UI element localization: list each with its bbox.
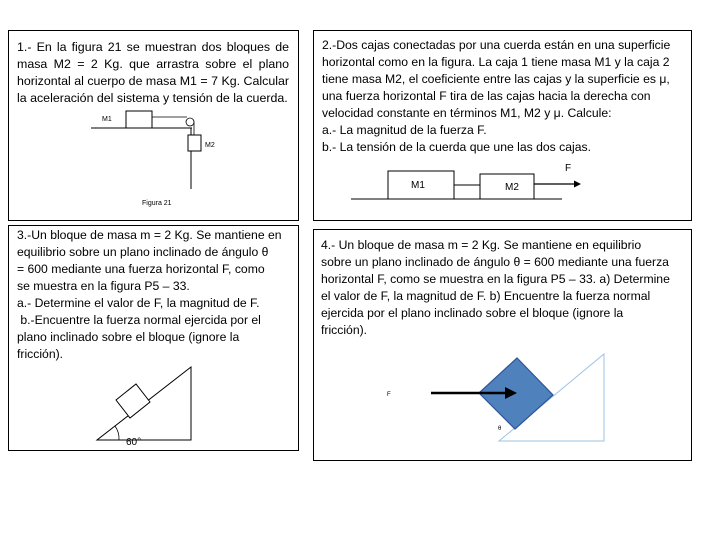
problem2-line-6: a.- La magnitud de la fuerza F. <box>322 123 487 137</box>
problem1-text: 1.- En la figura 21 se muestran dos bloques de masa M2 = 2 Kg. que arrastra sobre el plano horizontal al cuerpo de masa M1 = 7 Kg. Calcular la aceleración del sistema y tensión de la cuerda. <box>17 40 289 105</box>
problem3-line-5: a.- Determine el valor de F, la magnitud de F. <box>17 296 260 310</box>
problem2-line-2: horizontal como en la figura. La caja 1 tiene masa M1 y la caja 2 <box>322 55 670 69</box>
problem3-panel <box>8 225 299 451</box>
figure-caption: Figura 21 <box>142 200 172 207</box>
problem2-line-7: b.- La tensión de la cuerda que une las dos cajas. <box>322 140 591 154</box>
label-theta: θ <box>498 426 502 432</box>
problem2-line-3: tiene masa M2, el coeficiente entre las cajas y la superficie es μ, <box>322 72 670 86</box>
problem4-line-1: 4.- Un bloque de masa m = 2 Kg. Se mantiene en equilibrio <box>321 238 642 252</box>
problem4-line-5: ejercida por el plano inclinado sobre el bloque (ignore la <box>321 306 624 320</box>
problem3-line-3: = 600 mediante una fuerza horizontal F, como <box>17 262 265 276</box>
problem1-figure <box>9 31 300 222</box>
problem3-line-6: b.-Encuentre la fuerza normal ejercida por el <box>17 313 261 327</box>
problem3-line-1: 3.-Un bloque de masa m = 2 Kg. Se mantiene en <box>17 228 282 242</box>
force-f-arrowhead <box>574 181 581 188</box>
problem2-line-1: 2.-Dos cajas conectadas por una cuerda están en una superficie <box>322 38 671 52</box>
problem3-line-2: equilibrio sobre un plano inclinado de ángulo θ <box>17 245 269 259</box>
problem4-line-4: el valor de F, la magnitud de F. b) Encuentre la fuerza normal <box>321 289 651 303</box>
problem4-line-2: sobre un plano inclinado de ángulo θ = 600 mediante una fuerza <box>321 255 669 269</box>
problem2-figure <box>314 31 693 222</box>
label-box-m1: M1 <box>411 180 425 191</box>
problem4-line-3: horizontal F, como se muestra en la figura P5 – 33. a) Determine <box>321 272 670 286</box>
label-box-m2: M2 <box>505 182 519 193</box>
problem4-line-6: fricción). <box>321 323 368 337</box>
problem3-line-8: fricción). <box>17 347 64 361</box>
problem2-line-4: una fuerza horizontal F tira de las cajas hacia la derecha con <box>322 89 651 103</box>
problem4-panel <box>313 229 692 461</box>
problem2-panel <box>313 30 692 221</box>
problem2-line-5: velocidad constante en términos M1, M2 y μ. Calcule: <box>322 106 612 120</box>
label-m1: M1 <box>102 116 112 123</box>
problem4-figure <box>314 230 693 462</box>
pulley <box>186 118 194 126</box>
block-m2 <box>188 135 201 151</box>
label-f: F <box>387 392 391 398</box>
problem1-panel <box>8 30 299 221</box>
label-f: F <box>565 163 572 174</box>
problem3-figure <box>9 226 300 452</box>
problem3-line-7: plano inclinado sobre el bloque (ignore la <box>17 330 240 344</box>
block-m1 <box>126 111 152 128</box>
label-m2: M2 <box>205 142 215 149</box>
angle-label: 60° <box>126 437 142 448</box>
problem3-line-4: se muestra en la figura P5 – 33. <box>17 279 190 293</box>
